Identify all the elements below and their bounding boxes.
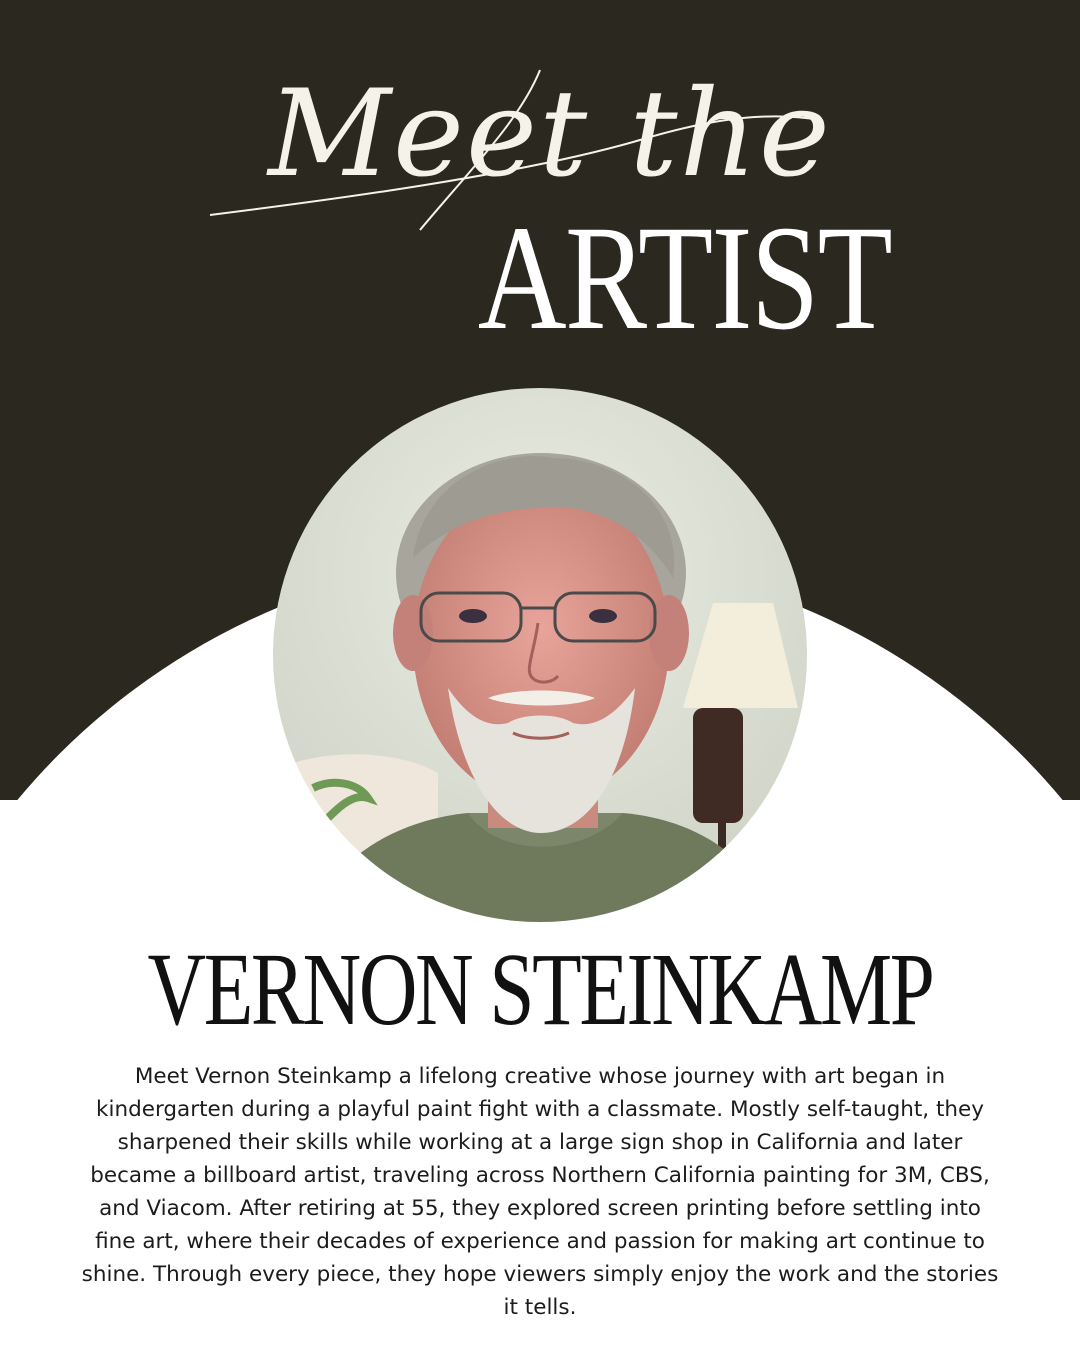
script-title: Meet the: [268, 65, 832, 204]
portrait-illustration: [273, 388, 807, 922]
artist-name: VERNON STEINKAMP: [147, 932, 933, 1047]
main-title: ARTIST: [477, 195, 892, 361]
poster-header: [0, 0, 1080, 360]
artist-portrait-photo: [273, 388, 807, 922]
artist-bio: Meet Vernon Steinkamp a lifelong creative whose journey with art began in kindergarten during a playful paint fight with a classmate. Mostly self-taught, they sharpened their skills while working at a large sign shop in California and later became a billboard artist, traveling across Northern California painting for 3M, CBS, and Viacom. After retiring at 55, they explored screen printing before settling into fine art, where their decades of experience and passion for making art continue to shine. Through every piece, they hope viewers simply enjoy the work and the stories it tells.: [81, 1064, 999, 1320]
